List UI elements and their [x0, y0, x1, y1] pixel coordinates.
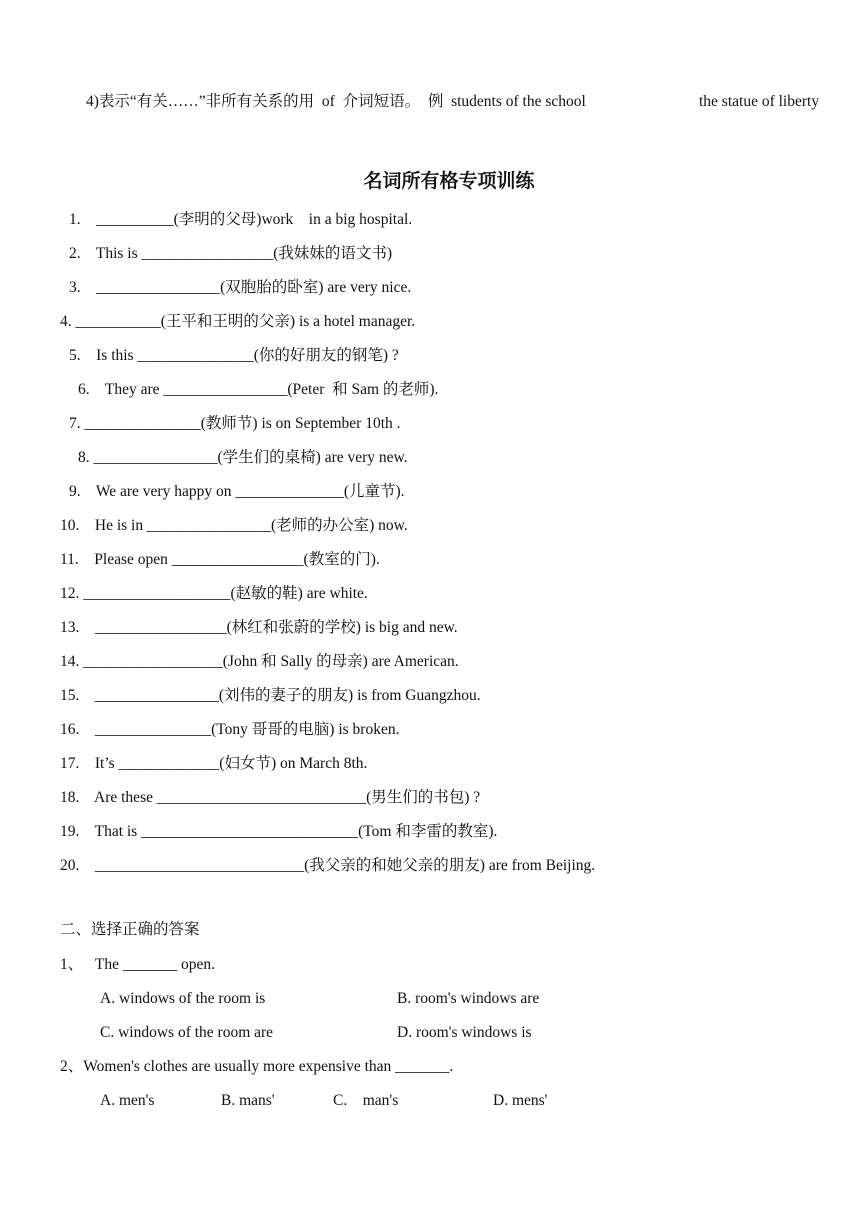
- page-title: 名词所有格专项训练: [363, 170, 535, 192]
- choice-option: D. mens': [493, 1092, 548, 1109]
- choice-option: B. mans': [221, 1092, 275, 1109]
- exercise-item: 2. This is _________________(我妹妹的语文书): [69, 245, 393, 262]
- usage-note: 4)表示“有关……”非所有关系的用 of 介词短语。 例 students of the school: [86, 93, 586, 110]
- exercise-item: 1. __________(李明的父母)work in a big hospital.: [69, 211, 413, 228]
- exercise-item: 3. ________________(双胞胎的卧室) are very nice.: [69, 279, 412, 296]
- exercise-item: 16. _______________(Tony 哥哥的电脑) is broken.: [60, 721, 400, 738]
- section-heading: 二、选择正确的答案: [60, 921, 200, 938]
- choice-option: D. room's windows is: [397, 1024, 532, 1041]
- exercise-item: 8. ________________(学生们的桌椅) are very new.: [78, 449, 408, 466]
- exercise-item: 6. They are ________________(Peter 和 Sam 的老师).: [78, 381, 439, 398]
- choice-option: C. man's: [333, 1092, 399, 1109]
- exercise-item: 19. That is ____________________________(Tom 和李雷的教室).: [60, 823, 498, 840]
- choice-option: A. men's: [100, 1092, 155, 1109]
- choice-option: A. windows of the room is: [100, 990, 266, 1007]
- exercise-item: 7. _______________(教师节) is on September 10th .: [69, 415, 401, 432]
- exercise-item: 10. He is in ________________(老师的办公室) now.: [60, 517, 408, 534]
- exercise-item: 20. ___________________________(我父亲的和她父亲的朋友) are from Beijing.: [60, 857, 596, 874]
- exercise-item: 4. ___________(王平和王明的父亲) is a hotel manager.: [60, 313, 416, 330]
- exercise-item: 12. ___________________(赵敏的鞋) are white.: [60, 585, 368, 602]
- choice-option: B. room's windows are: [397, 990, 540, 1007]
- question-stem: 2、Women's clothes are usually more expensive than _______.: [60, 1058, 454, 1075]
- exercise-item: 17. It’s _____________(妇女节) on March 8th.: [60, 755, 368, 772]
- exercise-item: 15. ________________(刘伟的妻子的朋友) is from Guangzhou.: [60, 687, 481, 704]
- exercise-item: 18. Are these ___________________________(男生们的书包) ?: [60, 789, 481, 806]
- question-stem: 1、 The _______ open.: [60, 956, 215, 973]
- choice-option: C. windows of the room are: [100, 1024, 274, 1041]
- exercise-item: 11. Please open _________________(教室的门).: [60, 551, 380, 568]
- exercise-item: 5. Is this _______________(你的好朋友的钢笔) ?: [69, 347, 399, 364]
- exercise-item: 14. __________________(John 和 Sally 的母亲) are American.: [60, 653, 459, 670]
- exercise-item: 13. _________________(林红和张蔚的学校) is big and new.: [60, 619, 458, 636]
- exercise-item: 9. We are very happy on ______________(儿童节).: [69, 483, 405, 500]
- usage-note-example: the statue of liberty: [699, 93, 820, 110]
